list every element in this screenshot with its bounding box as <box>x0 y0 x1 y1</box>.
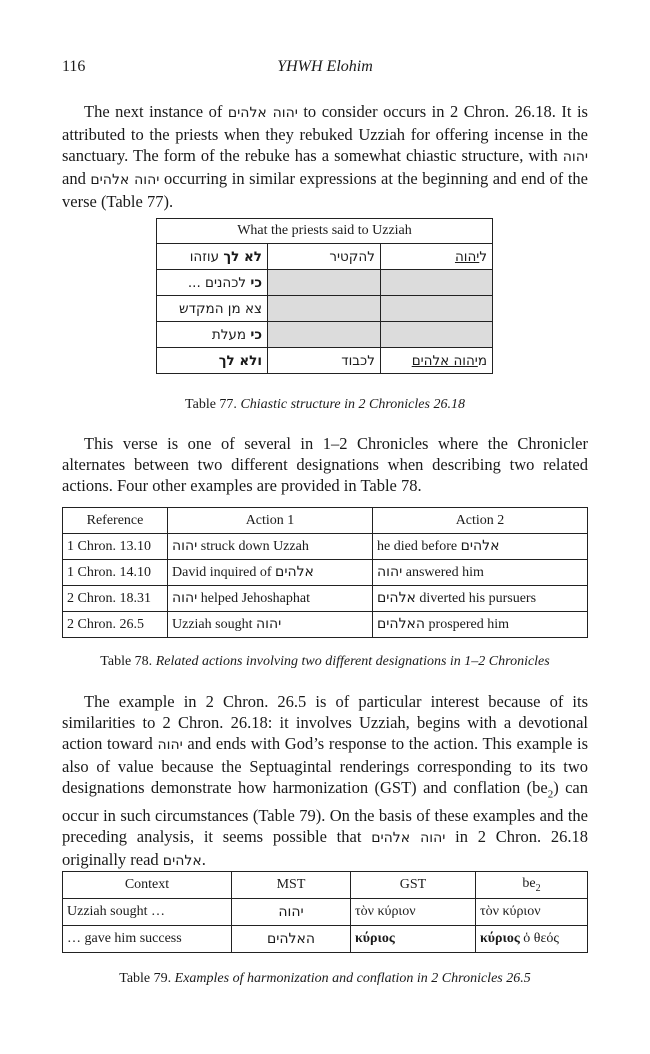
table-row: 2 Chron. 18.31 יהוה helped Jehoshaphat אלהים diverted his pursuers <box>63 586 588 612</box>
table-cell: להקטיר <box>267 244 380 270</box>
table-cell-empty <box>267 296 380 322</box>
table-cell: כי מעלת <box>157 322 268 348</box>
table-row: 1 Chron. 14.10 David inquired of אלהים יהוה answered him <box>63 560 588 586</box>
table-row: Uzziah sought … יהוה τὸν κύριον τὸν κύριον <box>63 899 588 926</box>
table-cell: ליהוה <box>380 244 492 270</box>
column-header: MST <box>232 872 351 899</box>
hebrew-text: יהוה <box>157 737 183 753</box>
table-row <box>157 348 493 374</box>
table-row <box>157 270 493 296</box>
table-77-caption: Table 77. Chiastic structure in 2 Chronicles 26.18 <box>185 397 465 412</box>
table-row <box>157 322 493 348</box>
column-header: Context <box>63 872 232 899</box>
column-header: Reference <box>63 508 168 534</box>
table-77 <box>156 218 493 374</box>
paragraph-1: The next instance of יהוה אלהים to consider occurs in 2 Chron. 26.18. It is attributed to the priests when they rebuked Uzziah for offering incense in the sanctuary. The form of the rebuke has a somewhat chiastic structure, with יהוה and יהוה אלהים occurring in similar expressions at the beginning and end of the verse (Table 77). <box>62 102 589 211</box>
table-cell-empty <box>267 322 380 348</box>
hebrew-text: יהוה אלהים <box>371 830 446 847</box>
column-header: Action 2 <box>373 508 588 534</box>
table-79-caption: Table 79. Examples of harmonization and conflation in 2 Chronicles 26.5 <box>119 971 531 986</box>
hebrew-text: אלהים <box>162 853 202 870</box>
table-78-caption: Table 78. Related actions involving two different designations in 1–2 Chronicles <box>100 654 550 669</box>
hebrew-text: יהוה <box>562 149 588 165</box>
page-number: 116 <box>62 58 86 75</box>
running-title: YHWH Elohim <box>277 58 373 75</box>
column-header: $be_2$ <box>476 872 588 899</box>
table-78 <box>62 507 588 638</box>
paragraph-3: The example in 2 Chron. 26.5 is of particular interest because of its similarities to 2 Chron. 26.18: it involves Uzziah, begins with a devotional action toward יהוה and ends with God’s response to the action. This example is also of value because the Septuagintal renderings corresponding to its two designations demonstrate how harmonization (GST) and conflation $(be_2)$ can occur in such circumstances (Table 79). On the basis of these examples and the preceding analysis, it seems possible that יהוה אלהים in 2 Chron. 26.18 originally read אלהים. <box>62 692 589 870</box>
table-79 <box>62 871 588 953</box>
table-cell-empty <box>380 296 492 322</box>
hebrew-text: יהוה אלהים <box>227 105 298 121</box>
page-header <box>62 58 588 82</box>
table-cell: ולא לך <box>157 348 268 374</box>
table-cell: צא מן המקדש <box>157 296 268 322</box>
table-cell: לכבוד <box>267 348 380 374</box>
table-row: 2 Chron. 26.5 Uzziah sought יהוה האלהים prospered him <box>63 612 588 638</box>
table-cell-empty <box>380 270 492 296</box>
hebrew-text: יהוה אלהים <box>90 172 160 188</box>
table-row: … gave him success האלהים κύριος κύριος ὁ θεός <box>63 926 588 953</box>
table-77-heading: What the priests said to Uzziah <box>157 219 493 244</box>
column-header: GST <box>351 872 476 899</box>
table-row: 1 Chron. 13.10 יהוה struck down Uzzah he died before אלהים <box>63 534 588 560</box>
paragraph-2: This verse is one of several in 1–2 Chronicles where the Chronicler alternates between two different designations when describing two related actions. Four other examples are provided in Table 78. <box>62 434 588 495</box>
table-cell: כי לכהנים ... <box>157 270 268 296</box>
table-cell: לא לך עוזהו <box>157 244 268 270</box>
column-header: Action 1 <box>168 508 373 534</box>
table-cell: מיהוה אלהים <box>380 348 492 374</box>
table-row <box>157 296 493 322</box>
table-row <box>157 244 493 270</box>
table-cell-empty <box>380 322 492 348</box>
table-cell-empty <box>267 270 380 296</box>
